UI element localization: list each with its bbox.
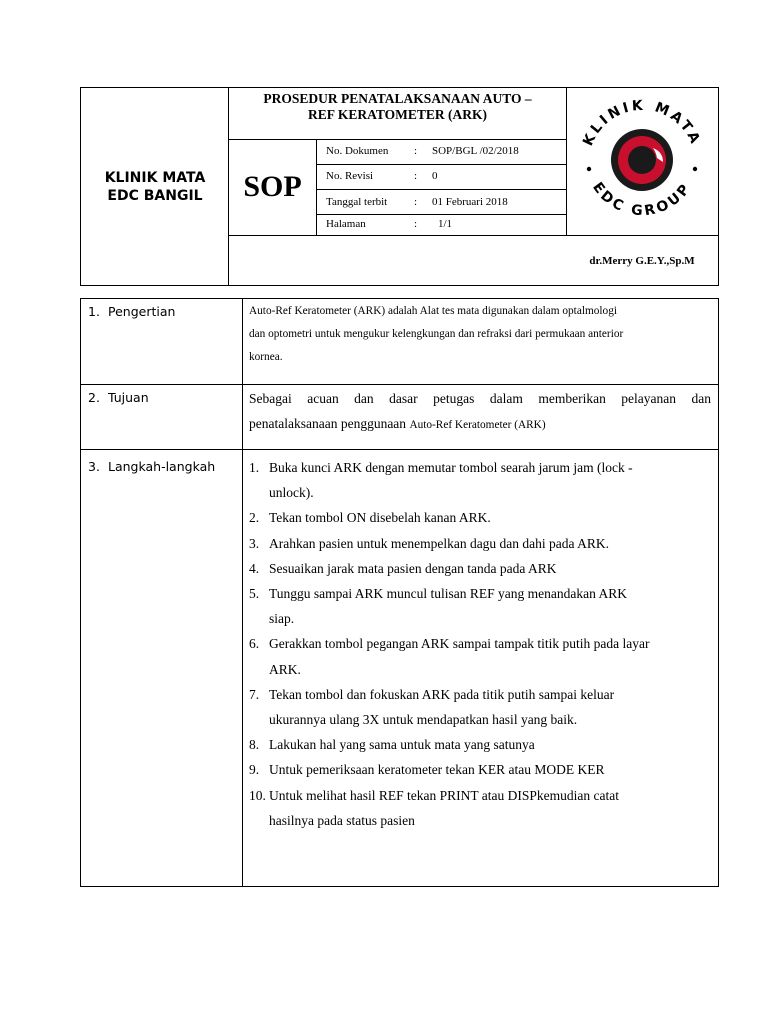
tujuan-line2a: penatalaksanaan penggunaan <box>249 416 410 431</box>
step-text: Buka kunci ARK dengan memutar tombol searah jarum jam (lock - <box>269 460 633 475</box>
section-number: 1. <box>88 304 100 319</box>
section-number: 3. <box>88 459 100 474</box>
step-text: Arahkan pasien untuk menempelkan dagu dan dahi pada ARK. <box>269 535 610 551</box>
meta-value: 0 <box>432 170 438 182</box>
logo-top-text: KLINIK MATA <box>580 97 704 149</box>
step-text: Untuk pemeriksaan keratometer tekan KER atau MODE KER <box>269 762 605 778</box>
step-item <box>249 631 709 681</box>
section-label-pengertian <box>88 304 175 319</box>
section-label-tujuan <box>88 390 149 405</box>
meta-sep: : <box>414 196 418 208</box>
clinic-name-line2: EDC BANGIL <box>107 187 203 204</box>
clinic-name-line1: KLINIK MATA <box>104 169 206 186</box>
step-text-continued: siap. <box>269 611 295 627</box>
tujuan-line2b: Auto-Ref Keratometer (ARK) <box>409 419 546 431</box>
meta-sep: : <box>414 170 418 182</box>
step-item <box>249 783 709 833</box>
step-text: Gerakkan tombol pegangan ARK sampai tampak titik putih pada layar <box>269 636 650 652</box>
step-number: 10. <box>249 787 266 803</box>
step-text-continued: ARK. <box>269 661 301 677</box>
step-number: 8. <box>249 737 260 753</box>
step-item <box>249 581 709 631</box>
meta-sep: : <box>414 218 418 230</box>
step-text: Tekan tombol dan fokuskan ARK pada titik putih sampai keluar <box>269 686 615 702</box>
pengertian-line: kornea. <box>249 351 283 363</box>
step-number: 4. <box>249 560 260 576</box>
document-title <box>229 88 566 139</box>
pengertian-text <box>249 300 711 369</box>
meta-key: No. Dokumen <box>326 145 389 157</box>
logo-bottom-text: EDC GROUP <box>589 179 695 220</box>
section-title: Pengertian <box>107 304 176 319</box>
step-item <box>249 682 709 732</box>
clinic-name <box>81 88 229 285</box>
step-text: Tunggu sampai ARK muncul tulisan REF yang menandakan ARK <box>269 586 627 602</box>
meta-key: Tanggal terbit <box>326 196 388 208</box>
meta-value: SOP/BGL /02/2018 <box>432 145 519 157</box>
section-title: Langkah-langkah <box>107 459 216 474</box>
step-number: 3. <box>249 535 260 551</box>
section-title: Tujuan <box>107 390 149 405</box>
step-text: Lakukan hal yang sama untuk mata yang satunya <box>269 737 535 753</box>
step-text: Tekan tombol ON disebelah kanan ARK. <box>269 510 491 526</box>
step-number: 2. <box>249 510 260 526</box>
step-item <box>249 455 709 505</box>
step-text-continued: hasilnya pada status pasien <box>269 812 415 828</box>
tujuan-line1: Sebagai acuan dan dasar petugas dalam memberikan pelayanan dan <box>249 391 711 406</box>
document-title-line2: REF KERATOMETER (ARK) <box>307 107 487 122</box>
meta-value: 01 Februari 2018 <box>432 196 508 208</box>
step-number: 7. <box>249 686 260 702</box>
step-item <box>249 757 709 782</box>
meta-sep: : <box>414 145 418 157</box>
step-text-continued: ukurannya ulang 3X untuk mendapatkan hasil yang baik. <box>269 712 578 728</box>
step-item <box>249 505 709 530</box>
section-label-langkah <box>88 459 215 474</box>
meta-key: No. Revisi <box>326 170 374 182</box>
step-number: 6. <box>249 636 260 652</box>
tujuan-text <box>249 386 711 438</box>
step-item <box>249 531 709 556</box>
document-title-line1: PROSEDUR PENATALAKSANAAN AUTO – <box>263 91 532 106</box>
step-item <box>249 732 709 757</box>
pengertian-line: dan optometri untuk mengukur kelengkungan dan refraksi dari permukaan anterior <box>249 328 624 340</box>
meta-value: 1/1 <box>438 218 453 230</box>
clinic-logo <box>575 96 709 230</box>
step-number: 5. <box>249 586 260 602</box>
section-number: 2. <box>88 390 100 405</box>
pengertian-line: Auto-Ref Keratometer (ARK) adalah Alat tes mata digunakan dalam optalmologi <box>249 305 617 317</box>
meta-key: Halaman <box>326 218 366 230</box>
step-number: 9. <box>249 762 260 778</box>
step-text: Untuk melihat hasil REF tekan PRINT atau DISPkemudian catat <box>269 787 619 803</box>
step-text-continued: unlock). <box>269 485 314 501</box>
sop-label: SOP <box>243 170 302 203</box>
step-text: Sesuaikan jarak mata pasien dengan tanda pada ARK <box>269 560 557 576</box>
steps-list <box>249 455 709 833</box>
step-item <box>249 556 709 581</box>
step-number: 1. <box>249 460 260 475</box>
doctor-signature: dr.Merry G.E.Y.,Sp.M <box>589 254 695 267</box>
